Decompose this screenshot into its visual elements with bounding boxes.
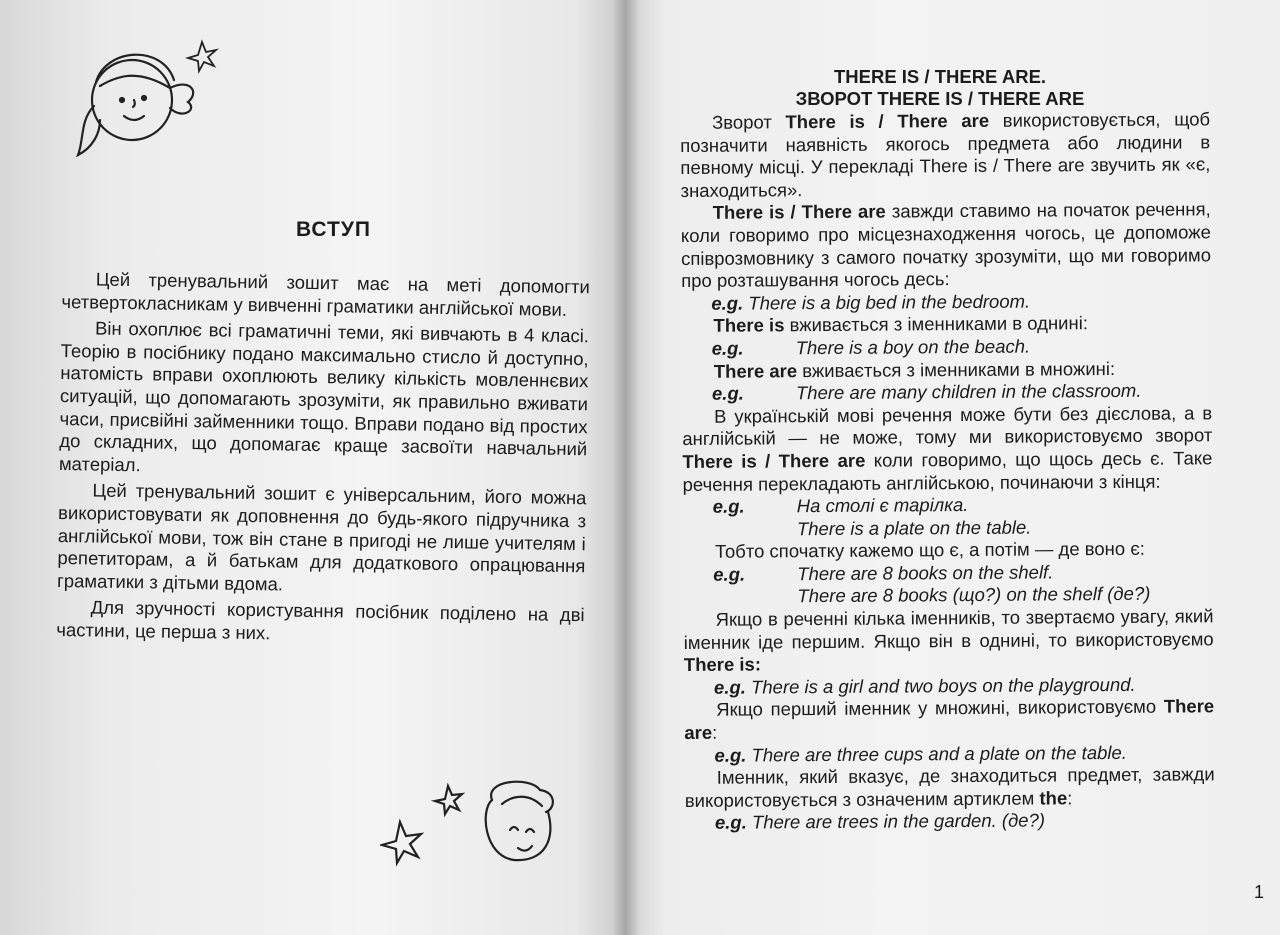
example-1: e.g. There is a big bed in the bedroom. bbox=[711, 290, 1031, 314]
boy-doodle-icon bbox=[380, 770, 580, 870]
left-page bbox=[0, 0, 626, 935]
example-4-translation: There is a plate on the table. bbox=[796, 516, 1032, 539]
book-gutter bbox=[612, 0, 640, 935]
lesson-paragraph-6: Тобто спочатку кажемо що є, а потім — де воно є: bbox=[714, 538, 1145, 563]
intro-paragraph-3: Цей тренувальний зошит є універсальним, його можна використовувати як доповнення до будь-якого підручника з англійської мови, тож він стане в пригоді не лише учителям і репетиторам, а й батькам для додаткового опрацювання граматики з дітьми вдома. bbox=[56, 479, 587, 595]
example-4: e.g. На столі є тарілка. bbox=[712, 494, 969, 517]
intro-title: ВСТУП bbox=[296, 218, 371, 241]
lesson-paragraph-4: There are вживається з іменниками в множині: bbox=[713, 357, 1116, 382]
intro-paragraph-2: Він охоплює всі граматичні теми, які вивчають в 4 класі. Теорію в посібнику подано максимально стисло й доступно, натомість вправи охоплюють велику кількість мовленнєвих ситуацій, що допомагають зрозуміти, як правильно вживати часи, присвійні займенники тощо. Вправи подано від простих до складних, що допомагає краще засвоїти навчальний матеріал. bbox=[58, 317, 590, 476]
lesson-paragraph-1: Зворот There is / There are використовується, щоб позначити наявність якогось предмета або людини в певному місці. У перекладі There is / There are звучить як «є, знаходиться». bbox=[680, 108, 1211, 201]
lesson-paragraph-7: Якщо в реченні кілька іменників, то звертаємо увагу, який іменник іде першим. Якщо він в однині, то використовуємо There is: bbox=[683, 605, 1214, 676]
intro-text bbox=[56, 268, 590, 650]
lesson-paragraph-9: Іменник, який вказує, де знаходиться предмет, завжди використовується з означеним артиклем the: bbox=[684, 763, 1215, 811]
lesson-heading-1: THERE IS / THERE ARE. bbox=[833, 66, 1047, 87]
lesson-paragraph-8: Якщо перший іменник у множині, використовуємо There are: bbox=[684, 695, 1215, 744]
lesson-text bbox=[680, 108, 1215, 835]
lesson-paragraph-3: There is вживається з іменниками в однині: bbox=[713, 312, 1089, 337]
girl-doodle-icon bbox=[70, 30, 230, 165]
page-number: 1 bbox=[1254, 882, 1265, 902]
lesson-heading-2: ЗВОРОТ THERE IS / THERE ARE bbox=[795, 88, 1085, 109]
example-6: e.g. There is a girl and two boys on the playground. bbox=[713, 673, 1136, 698]
intro-paragraph-4: Для зручності користування посібник поділено на дві частини, це перша з них. bbox=[56, 596, 585, 644]
example-3: e.g. There are many children in the classroom. bbox=[711, 379, 1142, 404]
intro-paragraph-1: Цей тренувальний зошит має на меті допомогти четвертокласникам у вивченні граматики англійської мови. bbox=[61, 268, 590, 320]
example-8: e.g. There are trees in the garden. (де?) bbox=[714, 809, 1046, 834]
example-5-explained: There are 8 books (що?) on the shelf (де?) bbox=[797, 583, 1151, 607]
example-5: e.g. There are 8 books on the shelf. bbox=[713, 561, 1054, 585]
example-2: e.g. There is a boy on the beach. bbox=[711, 335, 1031, 359]
example-7: e.g. There are three cups and a plate on the table. bbox=[714, 741, 1127, 766]
lesson-paragraph-5: В українській мові речення може бути без дієслова, а в англійській — не може, тому ми використовуємо зворот There is / There are коли говоримо, що щось десь є. Таке речення перекладають англійською, починаючи з кінця: bbox=[682, 402, 1213, 495]
lesson-paragraph-2: There is / There are завжди ставимо на початок речення, коли говоримо про місцезнаходження чогось, це допоможе співрозмовнику з самого початку зрозуміти, що ми говоримо про розташування чогось десь: bbox=[680, 198, 1212, 292]
